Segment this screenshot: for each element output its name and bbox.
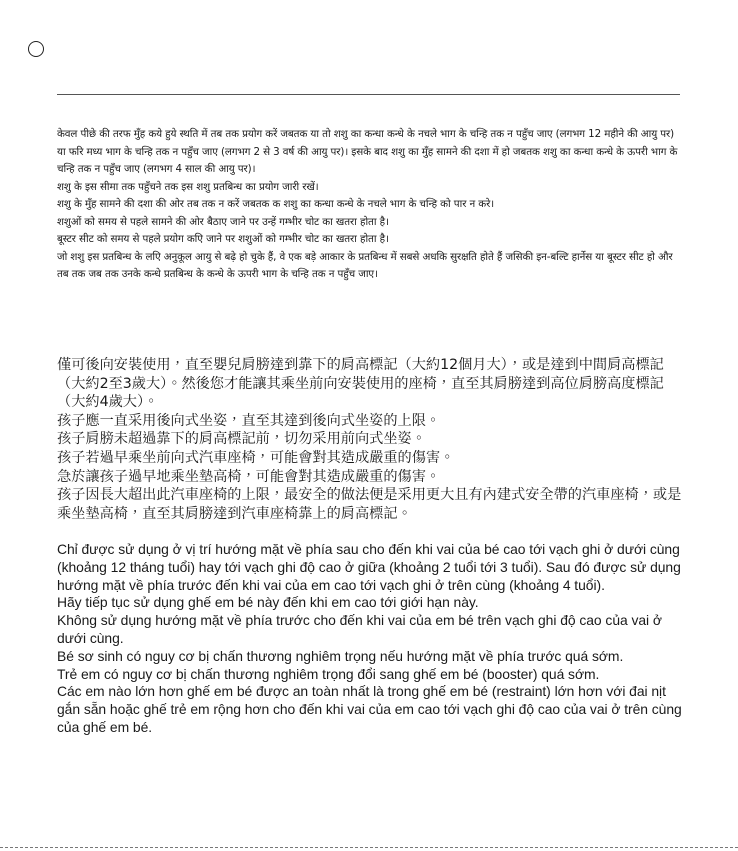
vietnamese-paragraph: Hãy tiếp tục sử dụng ghế em bé này đến khi em cao tới giới hạn này.: [57, 594, 479, 611]
header-divider: [57, 94, 680, 95]
vietnamese-paragraph: Chỉ được sử dụng ở vị trí hướng mặt về phía sau cho đến khi vai của bé cao tới vạch ghi ở dưới cùng (khoảng 12 tháng tuổi) hay tới vạch ghi độ cao ở giữa (khoảng 2 tuổi tới 3 tuổi). Sau đó được sử dụng hướng mặt về phía trước đến khi vai của em cao tới vạch ghi ở trên cùng (khoảng 4 tuổi).: [57, 541, 681, 593]
chinese-paragraph: 孩子因長大超出此汽車座椅的上限，最安全的做法便是采用更大且有內建式安全帶的汽車座椅，或是乘坐墊高椅，直至其肩膀達到汽車座椅靠上的肩高標記。: [57, 487, 682, 522]
vietnamese-paragraph: Các em nào lớn hơn ghế em bé được an toàn nhất là trong ghế em bé (restraint) lớn hơn với đai nịt gắn sẵn hoặc ghế trẻ em rộng hơn cho đến khi vai của em cao tới vạch ghi độ cao của vai ở trên cùng của ghế em bé.: [57, 683, 682, 735]
hindi-paragraph: केवल पीछे की तरफ मुँह कये हुये स्थति में तब तक प्रयोग करें जबतक या तो शशु का कन्धा कन्धे के नचले भाग के चन्हि तक न पहुँच जाए (लगभग 12 महीने की आयु पर) या फरि मध्य भाग के चन्हि तक न पहुँच जाए (लगभग 2 से 3 वर्ष की आयु पर)। इसके बाद शशु का मुँह सामने की दशा में हो जबतक शशु का कन्धा कन्धे के ऊपरी भाग के चन्हि तक न पहुँच जाए (लगभग 4 साल की आयु पर)।: [57, 128, 678, 175]
page-bottom-edge: [0, 847, 738, 848]
hindi-paragraph: शशुओं को समय से पहले सामने की ओर बैठाए जाने पर उन्हें गम्भीर चोट का खतरा होता है।: [57, 215, 389, 228]
chinese-paragraph: 僅可後向安裝使用，直至嬰兒肩膀達到靠下的肩高標記（大約12個月大），或是達到中間肩高標記（大約2至3歲大）。然後您才能讓其乘坐前向安裝使用的座椅，直至其肩膀達到高位肩膀高度標記（大約4歲大）。: [57, 357, 664, 411]
chinese-paragraph: 孩子應一直采用後向式坐姿，直至其達到後向式坐姿的上限。: [57, 412, 441, 429]
hindi-paragraph: जो शशु इस प्रतबिन्ध के लएि अनुकूल आयु से बढ़े हो चुके हैं, वे एक बड़े आकार के प्रतबिन्ध में सबसे अधकि सुरक्षति होते हैं जसिकी इन-बल्टि हार्नेस या बूस्टर सीट हो और तब तक जब तक उनके कन्धे प्रतबिन्ध के कन्धे के ऊपरी भाग के चन्हि तक न पहुँच जाए।: [57, 250, 673, 280]
vietnamese-paragraph: Bé sơ sinh có nguy cơ bị chấn thương nghiêm trọng nếu hướng mặt về phía trước quá sớm.: [57, 647, 624, 664]
vietnamese-paragraph: Không sử dụng hướng mặt về phía trước cho đến khi vai của em bé trên vạch ghi độ cao của vai ở dưới cùng.: [57, 612, 662, 646]
chinese-paragraph: 孩子若過早乘坐前向式汽車座椅，可能會對其造成嚴重的傷害。: [57, 449, 455, 466]
hindi-paragraph: बूस्टर सीट को समय से पहले प्रयोग कएि जाने पर शशुओं को गम्भीर चोट का खतरा होता है।: [57, 233, 389, 245]
hindi-paragraph: शशु के मुँह सामने की दशा की ओर तब तक न करें जबतक क शशु का कन्धा कन्धे के नचले भाग के चन्हि को पार न करे।: [57, 198, 495, 210]
vietnamese-section: [57, 541, 683, 737]
hindi-paragraph: शशु के इस सीमा तक पहुँचने तक इस शशु प्रतबिन्ध का प्रयोग जारी रखें।: [57, 180, 319, 193]
vietnamese-paragraph: Trẻ em có nguy cơ bị chấn thương nghiêm trọng đổi sang ghế em bé (booster) quá sớm.: [57, 665, 600, 682]
chinese-paragraph: 孩子肩膀未超過靠下的肩高標記前，切勿采用前向式坐姿。: [57, 431, 426, 448]
chinese-paragraph: 急於讓孩子過早地乘坐墊高椅，可能會對其造成嚴重的傷害。: [57, 468, 441, 485]
circle-marker-icon: [28, 41, 44, 57]
hindi-section: [57, 126, 683, 284]
chinese-section: [57, 356, 683, 523]
